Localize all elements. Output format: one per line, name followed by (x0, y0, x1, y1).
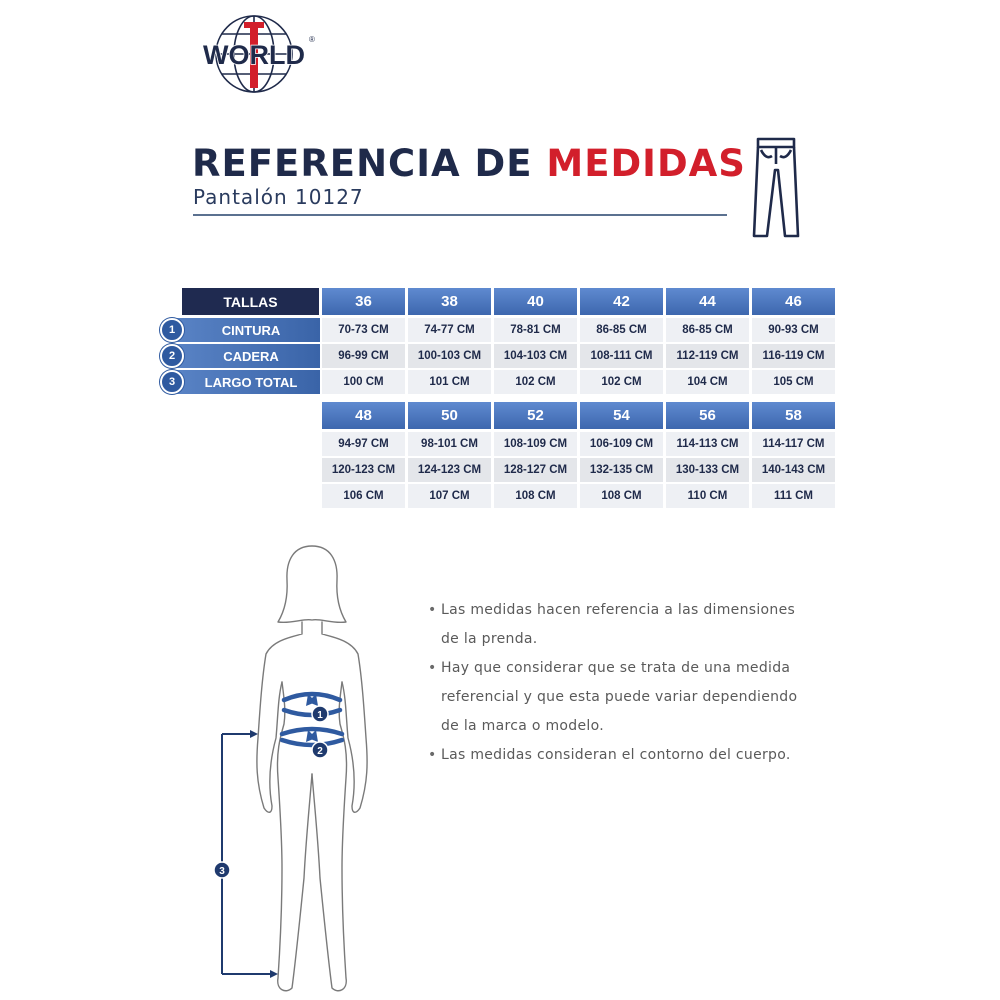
row-label-text: LARGO TOTAL (170, 370, 320, 394)
pants-icon (748, 136, 804, 240)
table-cell: 108-111 CM (580, 344, 663, 368)
body-figure (212, 538, 412, 1000)
tallas-header: TALLAS (182, 288, 319, 315)
size-header: 58 (752, 402, 835, 429)
notes-list (428, 596, 808, 770)
table-cell: 114-113 CM (666, 432, 749, 456)
table-cell: 98-101 CM (408, 432, 491, 456)
size-header: 36 (322, 288, 405, 315)
table-cell: 111 CM (752, 484, 835, 508)
row-label-cadera (160, 344, 320, 368)
page-title (192, 142, 746, 185)
table-cell: 108 CM (494, 484, 577, 508)
table-cell: 112-119 CM (666, 344, 749, 368)
marker-2: 2 (317, 746, 323, 757)
size-header: 54 (580, 402, 663, 429)
size-header: 40 (494, 288, 577, 315)
marker-1: 1 (317, 710, 323, 721)
table-cell: 120-123 CM (322, 458, 405, 482)
title-part-2: MEDIDAS (546, 142, 746, 185)
table-cell: 104 CM (666, 370, 749, 394)
table-cell: 106 CM (322, 484, 405, 508)
table-cell: 108-109 CM (494, 432, 577, 456)
row-number-badge: 2 (160, 344, 184, 368)
table-cell: 105 CM (752, 370, 835, 394)
row-label-text: CADERA (170, 344, 320, 368)
marker-3: 3 (219, 866, 225, 877)
table-cell: 140-143 CM (752, 458, 835, 482)
table-cell: 106-109 CM (580, 432, 663, 456)
size-header: 56 (666, 402, 749, 429)
logo-text: WORLD (203, 40, 305, 70)
table-cell: 110 CM (666, 484, 749, 508)
size-header: 46 (752, 288, 835, 315)
row-label-cintura (160, 318, 320, 342)
note-item: • Hay que considerar que se trata de una medida referencial y que esta puede variar dependiendo de la marca o modelo. (428, 654, 808, 741)
size-header: 52 (494, 402, 577, 429)
table-cell: 132-135 CM (580, 458, 663, 482)
table-cell: 100 CM (322, 370, 405, 394)
table-cell: 108 CM (580, 484, 663, 508)
table-cell: 86-85 CM (580, 318, 663, 342)
row-number-badge: 3 (160, 370, 184, 394)
size-header: 38 (408, 288, 491, 315)
table-cell: 104-103 CM (494, 344, 577, 368)
row-label-text: CINTURA (170, 318, 320, 342)
table-cell: 114-117 CM (752, 432, 835, 456)
row-label-largo (160, 370, 320, 394)
table-cell: 116-119 CM (752, 344, 835, 368)
table-cell: 102 CM (580, 370, 663, 394)
registered-mark: ® (309, 35, 315, 44)
table-cell: 107 CM (408, 484, 491, 508)
page-subtitle: Pantalón 10127 (193, 185, 364, 209)
table-cell: 130-133 CM (666, 458, 749, 482)
note-item: • Las medidas consideran el contorno del cuerpo. (428, 741, 808, 770)
table-cell: 128-127 CM (494, 458, 577, 482)
table-cell: 100-103 CM (408, 344, 491, 368)
note-item: • Las medidas hacen referencia a las dimensiones de la prenda. (428, 596, 808, 654)
table-cell: 124-123 CM (408, 458, 491, 482)
table-cell: 78-81 CM (494, 318, 577, 342)
title-part-1: REFERENCIA DE (192, 142, 533, 185)
size-header: 50 (408, 402, 491, 429)
table-cell: 90-93 CM (752, 318, 835, 342)
world-logo (196, 12, 316, 96)
title-divider (193, 214, 727, 216)
table-cell: 74-77 CM (408, 318, 491, 342)
table-cell: 96-99 CM (322, 344, 405, 368)
size-header: 44 (666, 288, 749, 315)
table-cell: 101 CM (408, 370, 491, 394)
table-cell: 102 CM (494, 370, 577, 394)
table-cell: 94-97 CM (322, 432, 405, 456)
table-cell: 86-85 CM (666, 318, 749, 342)
table-cell: 70-73 CM (322, 318, 405, 342)
size-header: 42 (580, 288, 663, 315)
size-header: 48 (322, 402, 405, 429)
row-number-badge: 1 (160, 318, 184, 342)
